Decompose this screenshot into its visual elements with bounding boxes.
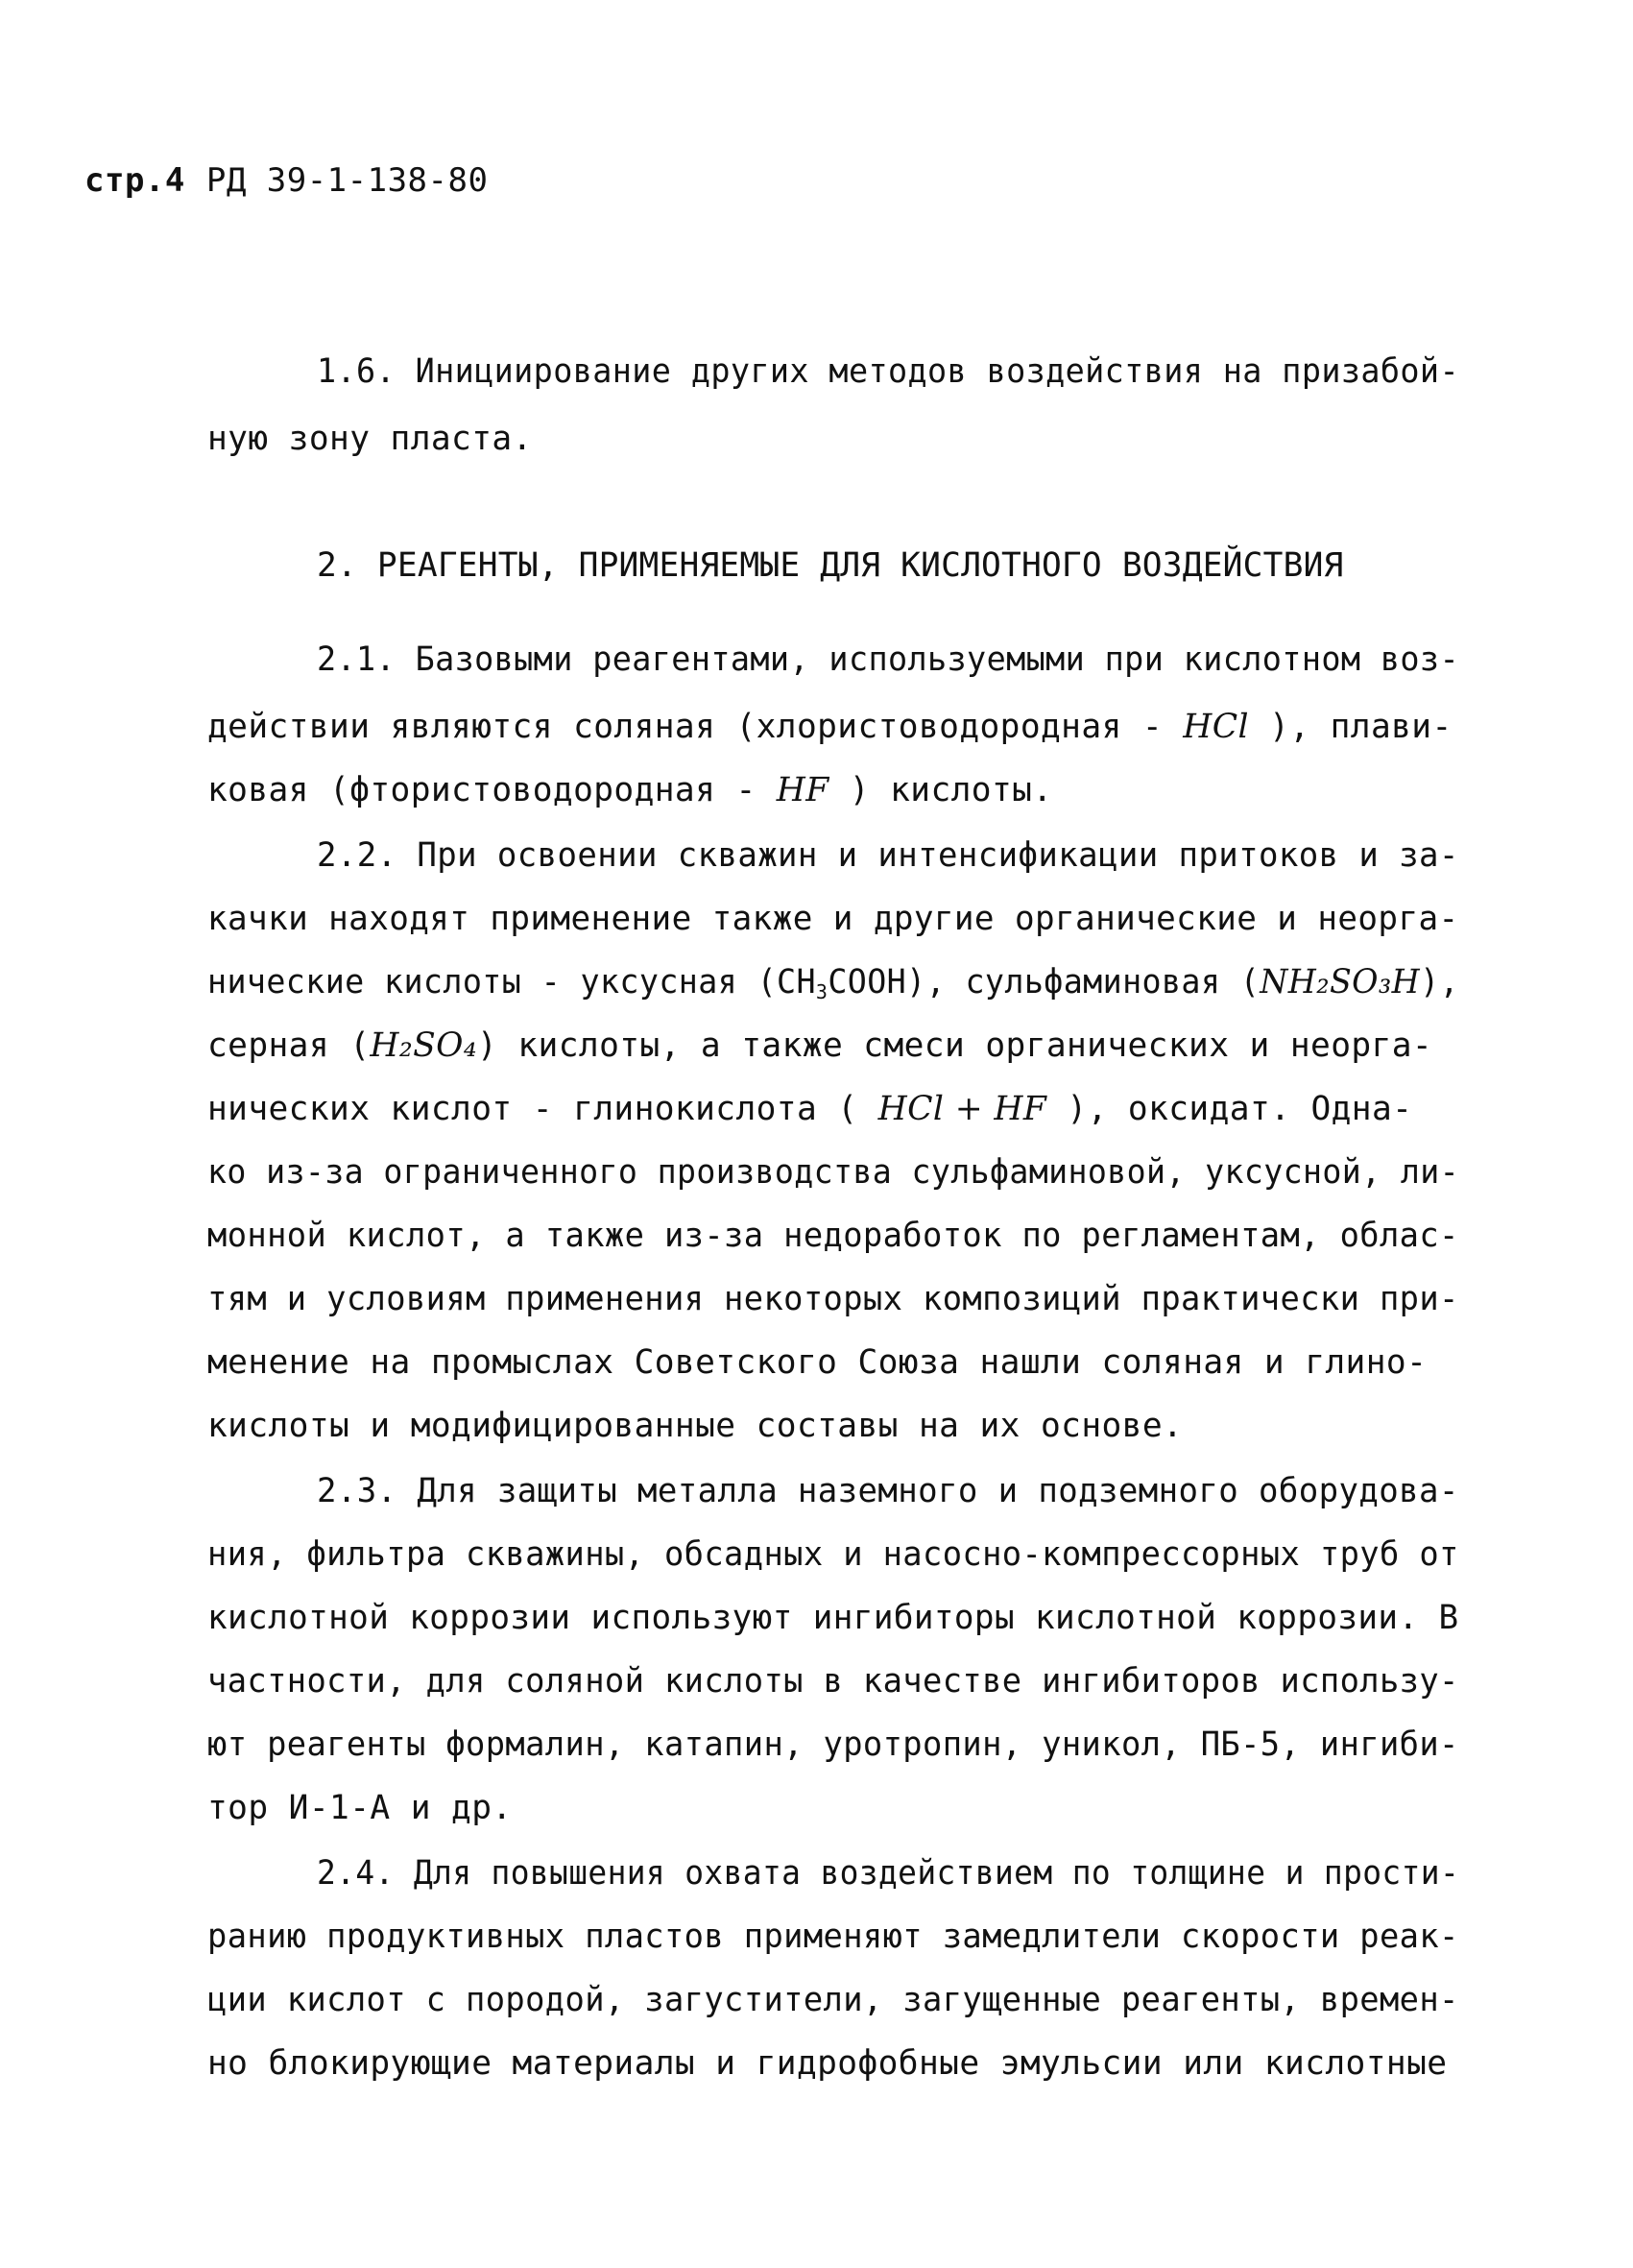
text-fragment: ковая (фтористоводородная -	[207, 771, 777, 809]
text-fragment: СООН), сульфаминовая (	[828, 963, 1261, 1001]
text-fragment: серная (	[207, 1026, 371, 1065]
text-line: ции кислот с породой, загустители, загущенные реагенты, времен-	[207, 1981, 1459, 2019]
text-fragment: ),	[1420, 963, 1459, 1001]
document-code: РД 39-1-138-80	[205, 161, 489, 200]
section-heading: 2. РЕАГЕНТЫ, ПРИМЕНЯЕМЫЕ ДЛЯ КИСЛОТНОГО ВОЗДЕЙСТВИЯ	[317, 546, 1344, 585]
page-number: стр.4	[84, 161, 185, 200]
text-line: менение на промыслах Советского Союза нашли соляная и глино-	[207, 1343, 1428, 1382]
text-line: 1.6. Инициирование других методов воздействия на призабой-	[317, 352, 1459, 391]
text-line	[207, 771, 1053, 809]
formula-sulfuric-acid: H₂SO₄	[370, 1026, 478, 1065]
text-line: монной кислот, а также из-за недоработок по регламентам, облас-	[207, 1217, 1459, 1255]
text-fragment: ) кислоты, а также смеси органических и неорга-	[477, 1026, 1433, 1065]
text-fragment: нических кислот - глинокислота (	[207, 1090, 878, 1128]
text-line: 2.1. Базовыми реагентами, используемыми при кислотном воз-	[317, 640, 1459, 679]
formula-mud-acid: HCl + HF	[877, 1090, 1047, 1128]
text-fragment: нические кислоты - уксусная (СН	[207, 963, 816, 1001]
text-line: ную зону пласта.	[207, 420, 533, 458]
text-fragment: ), плави-	[1248, 708, 1453, 746]
text-line: кислотной коррозии используют ингибиторы кислотной коррозии. В	[207, 1599, 1459, 1637]
text-line: ранию продуктивных пластов применяют замедлители скорости реак-	[207, 1918, 1459, 1956]
formula-sulfamic-acid: NH₂SO₃H	[1260, 963, 1421, 1001]
text-line: но блокирующие материалы и гидрофобные эмульсии или кислотные	[207, 2044, 1448, 2083]
text-line: частности, для соляной кислоты в качестве ингибиторов использу-	[207, 1662, 1459, 1701]
subscript: 3	[815, 980, 829, 1004]
text-line	[207, 1026, 1433, 1065]
text-line: ния, фильтра скважины, обсадных и насосно-компрессорных труб от	[207, 1535, 1459, 1574]
text-line: 2.2. При освоении скважин и интенсификации притоков и за-	[317, 836, 1459, 875]
text-line	[207, 1090, 1413, 1128]
text-line: ко из-за ограниченного производства сульфаминовой, уксусной, ли-	[207, 1153, 1459, 1192]
text-line: качки находят применение также и другие органические и неорга-	[207, 900, 1459, 938]
text-line	[207, 963, 1459, 1004]
text-line: 2.3. Для защиты металла наземного и подземного оборудова-	[317, 1472, 1459, 1510]
text-line: кислоты и модифицированные составы на их основе.	[207, 1407, 1184, 1445]
formula-hf: HF	[776, 771, 829, 809]
text-line: 2.4. Для повышения охвата воздействием по толщине и прости-	[317, 1854, 1460, 1893]
text-fragment: ), оксидат. Одна-	[1046, 1090, 1413, 1128]
text-line	[207, 708, 1453, 746]
text-line: тям и условиям применения некоторых композиций практически при-	[207, 1280, 1459, 1318]
text-line: ют реагенты формалин, катапин, уротропин, уникол, ПБ-5, ингиби-	[207, 1725, 1459, 1764]
formula-hcl: HCl	[1183, 708, 1249, 746]
text-fragment: действии являются соляная (хлористоводородная -	[207, 708, 1184, 746]
text-fragment: ) кислоты.	[829, 771, 1053, 809]
text-line: тор И-1-А и др.	[207, 1789, 513, 1827]
page-header	[84, 161, 488, 200]
